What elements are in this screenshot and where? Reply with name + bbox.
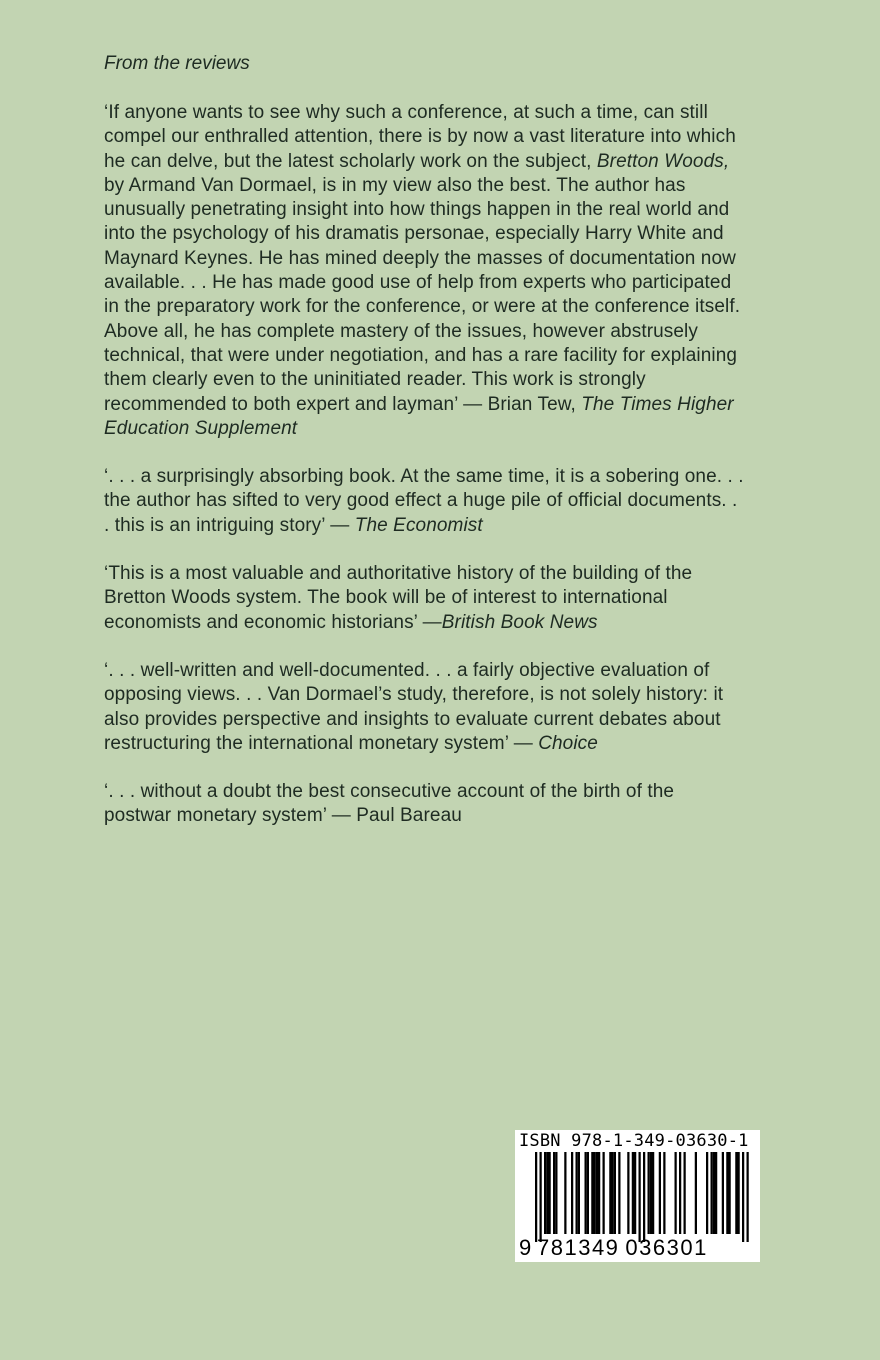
isbn-barcode (515, 1130, 760, 1262)
review-text: ‘. . . without a doubt the best consecutive account of the birth of the postwar monetary system’ — Paul Bareau (104, 781, 675, 827)
barcode-bar-33 (679, 1152, 681, 1234)
barcode-bar-40 (722, 1152, 724, 1234)
barcode-bar-5 (553, 1152, 555, 1234)
review-tew (104, 101, 744, 441)
barcode-bar-27 (648, 1152, 650, 1234)
review-economist (104, 465, 744, 538)
review-text-continued: by Armand Van Dormael, is in my view also the best. The author has unusually penetrating insight into how things happen in the real world and into the psychology of his dramatis personae, especially Harry White and Maynard Keynes. He has mined deeply the masses of documentation now available. . . He has made good use of help from experts who participated in the preparatory work for the conference, or were at the conference itself. Above all, he has complete mastery of the issues, however abstrusely technical, that were under negotiation, and has a rare facility for explaining them clearly even to the uninitiated reader. This work is strongly recommended to both expert and layman’ — Brian Tew, (104, 174, 741, 415)
review-choice (104, 659, 744, 756)
barcode-bar-36 (706, 1152, 708, 1234)
barcode-bar-18 (609, 1152, 611, 1234)
review-text: ‘If anyone wants to see why such a conference, at such a time, can still compel our enthralled attention, there is by now a vast literature into which he can delve, but the latest scholarly work on the subject, (104, 102, 736, 172)
ean-lead-digit: 9 (519, 1235, 532, 1260)
barcode-bar-3 (546, 1152, 548, 1234)
barcode-bars (515, 1152, 760, 1246)
reviews-heading: From the reviews (104, 53, 250, 74)
barcode-bar-31 (663, 1152, 665, 1234)
review-british-book-news (104, 562, 744, 635)
barcode-bar-8 (571, 1152, 573, 1234)
barcode-bar-38 (713, 1152, 715, 1234)
barcode-bar-39 (715, 1152, 717, 1234)
barcode-bar-22 (627, 1152, 629, 1234)
barcode-bar-34 (684, 1152, 686, 1234)
ean-digits (519, 1236, 759, 1260)
barcode-bar-43 (735, 1152, 737, 1234)
barcode-bar-37 (711, 1152, 713, 1234)
barcode-bar-1 (540, 1152, 542, 1242)
ean-group-left: 781349 (537, 1235, 620, 1260)
barcode-bar-12 (587, 1152, 589, 1234)
barcode-bar-44 (738, 1152, 740, 1234)
barcode-bar-17 (603, 1152, 605, 1234)
review-paul-bareau (104, 780, 744, 829)
barcode-bar-7 (564, 1152, 566, 1234)
barcode-bar-29 (652, 1152, 654, 1234)
barcode-bar-28 (650, 1152, 652, 1234)
barcode-bar-23 (632, 1152, 634, 1234)
barcode-bar-26 (643, 1152, 645, 1242)
review-text: ‘. . . a surprisingly absorbing book. At the same time, it is a sobering one. . . the author has sifted to very good effect a huge pile of official documents. . . this is an intriguing story’ — (104, 466, 744, 536)
barcode-bar-25 (639, 1152, 641, 1242)
isbn-label: ISBN 978-1-349-03630-1 (519, 1131, 749, 1151)
barcode-bar-41 (726, 1152, 728, 1234)
barcode-bar-14 (594, 1152, 596, 1234)
barcode-bar-35 (695, 1152, 697, 1234)
ean-group-right: 036301 (625, 1235, 708, 1260)
barcode-bar-45 (742, 1152, 744, 1242)
review-source: The Times Higher Education Supplement (104, 393, 734, 439)
barcode-bar-2 (544, 1152, 546, 1234)
barcode-bar-10 (578, 1152, 580, 1234)
barcode-bar-0 (535, 1152, 537, 1242)
review-source: British Book News (441, 611, 598, 633)
back-cover-text (104, 52, 744, 853)
review-source: The Economist (354, 514, 483, 536)
barcode-bar-9 (576, 1152, 578, 1234)
barcode-bar-4 (549, 1152, 551, 1234)
book-title: Bretton Woods, (596, 150, 730, 172)
barcode-bar-19 (612, 1152, 614, 1234)
barcode-bar-21 (618, 1152, 620, 1234)
barcode-bar-11 (585, 1152, 587, 1234)
barcode-bar-15 (596, 1152, 598, 1234)
barcode-bar-32 (675, 1152, 677, 1234)
barcode-bar-20 (614, 1152, 616, 1234)
barcode-bar-24 (634, 1152, 636, 1234)
barcode-bar-42 (729, 1152, 731, 1234)
barcode-bar-13 (591, 1152, 593, 1234)
barcode-bar-46 (747, 1152, 749, 1242)
barcode-bar-6 (555, 1152, 557, 1234)
review-text: ‘This is a most valuable and authoritative history of the building of the Bretton Woods system. The book will be of interest to international economists and economic historians’ — (104, 563, 693, 633)
barcode-bar-30 (659, 1152, 661, 1234)
review-source: Choice (538, 732, 598, 754)
barcode-bar-16 (598, 1152, 600, 1234)
review-text: ‘. . . well-written and well-documented. . . a fairly objective evaluation of opposing views. . . Van Dormael’s study, therefore, is not solely history: it also provides perspective and insights to evaluate current debates about restructuring the international monetary system’ — (104, 659, 724, 754)
